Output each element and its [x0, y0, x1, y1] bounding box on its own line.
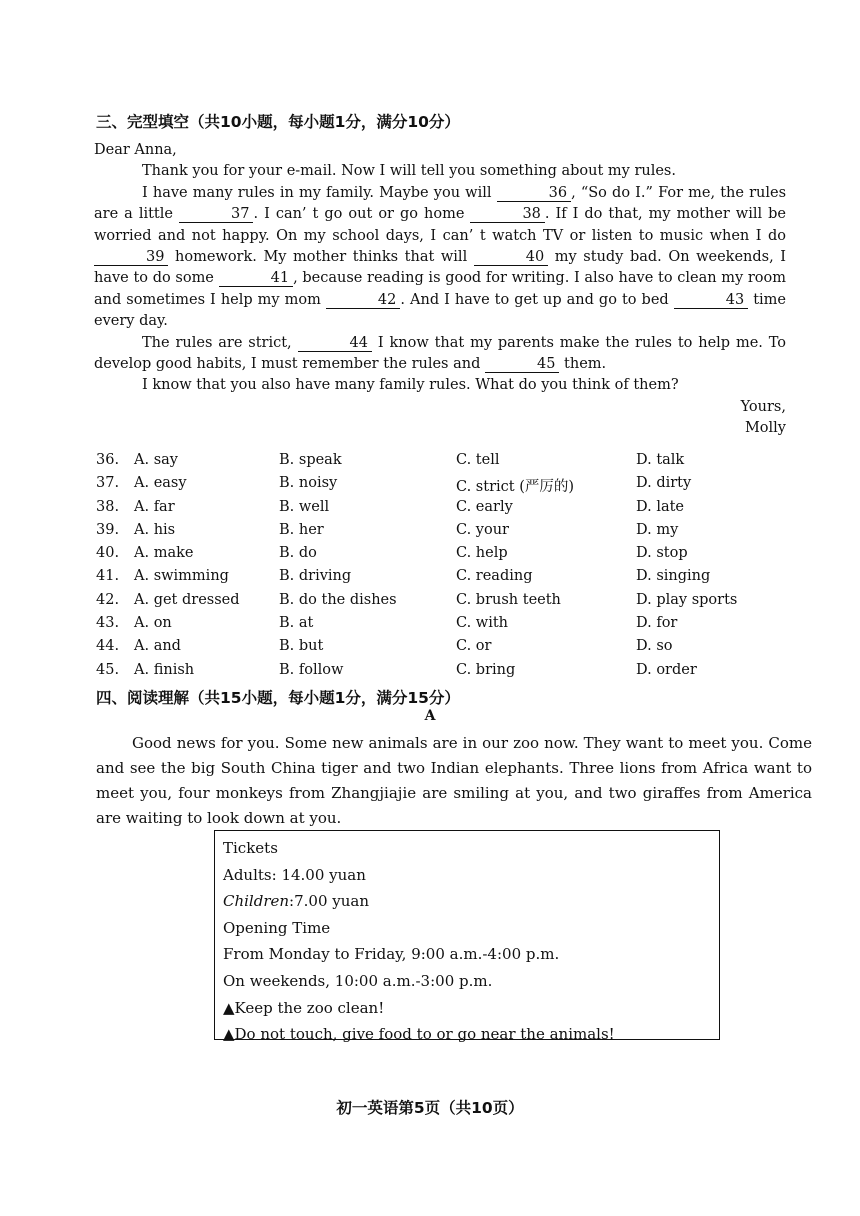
option-b: B. speak — [279, 452, 342, 468]
option-row — [96, 568, 796, 591]
blank-43: 43 — [674, 292, 748, 309]
part-a-label: A — [424, 708, 436, 724]
option-row — [96, 522, 796, 545]
option-c: C. help — [456, 545, 508, 562]
letter-paragraph-3 — [94, 333, 786, 376]
option-b: B. do — [279, 545, 317, 562]
children-price — [223, 888, 719, 915]
option-b: B. but — [279, 638, 324, 655]
option-row — [96, 615, 796, 638]
tickets-heading: Tickets — [223, 839, 278, 857]
option-c: C. tell — [456, 452, 500, 468]
option-b: B. at — [279, 615, 314, 632]
blank-37: 37 — [179, 206, 253, 223]
blank-39: 39 — [94, 249, 168, 266]
option-b: B. follow — [279, 661, 344, 678]
section-4-title: 四、阅读理解（共15小题，每小题1分，满分15分） — [96, 689, 460, 707]
question-number: 42. — [96, 591, 120, 608]
option-row — [96, 499, 796, 522]
text-segment: , “So do I.” For me, the rules are a little — [94, 184, 787, 223]
option-row — [96, 452, 796, 475]
text-segment: . I can’ t go out or go home — [253, 206, 465, 223]
option-row — [96, 475, 796, 498]
blank-41: 41 — [219, 270, 293, 287]
question-number: 38. — [96, 498, 120, 515]
text-segment: I have many rules in my family. Maybe you will — [142, 184, 492, 201]
option-c: C. with — [456, 615, 509, 632]
question-number: 44. — [96, 638, 120, 655]
letter-paragraph-4: I know that you also have many family rules. What do you think of them? — [142, 377, 679, 394]
weekend-hours: On weekends, 10:00 a.m.-3:00 p.m. — [223, 971, 493, 990]
children-price-value: :7.00 yuan — [289, 892, 370, 911]
option-d: D. play sports — [636, 591, 738, 608]
section-3-title: 三、完型填空（共10小题，每小题1分，满分10分） — [96, 113, 460, 131]
cloze-letter — [94, 140, 786, 440]
question-number: 43. — [96, 615, 120, 632]
blank-44: 44 — [298, 335, 372, 352]
letter-signature: Molly — [744, 420, 786, 437]
blank-42: 42 — [326, 292, 400, 309]
option-d: D. order — [636, 661, 697, 678]
rule-keep-clean: ▲Keep the zoo clean! — [223, 998, 385, 1017]
letter-greeting: Dear Anna, — [94, 142, 177, 158]
letter-paragraph-2 — [94, 183, 786, 333]
reading-passage — [96, 731, 812, 831]
option-c: C. early — [456, 498, 513, 515]
children-label: Children — [223, 892, 290, 911]
option-row — [96, 592, 796, 615]
option-d: D. singing — [636, 568, 711, 585]
option-d: D. talk — [636, 452, 685, 468]
question-number: 45. — [96, 661, 120, 678]
option-d: D. so — [636, 638, 673, 655]
question-number: 39. — [96, 521, 120, 538]
question-number: 41. — [96, 568, 120, 585]
blank-36: 36 — [497, 185, 571, 202]
text-segment: them. — [564, 356, 607, 373]
text-segment: homework. My mother thinks that will — [175, 249, 468, 266]
weekday-hours: From Monday to Friday, 9:00 a.m.-4:00 p.m. — [223, 945, 560, 964]
blank-38: 38 — [470, 206, 544, 223]
option-c: C. your — [456, 521, 509, 538]
option-c: C. or — [456, 638, 492, 655]
text-segment: . If I do that, my mother will be worried and not happy. On my school days, I can’ t watch TV or listen to music when I do — [94, 206, 786, 244]
option-row — [96, 638, 796, 661]
option-c: C. bring — [456, 661, 516, 678]
option-a: A. swimming — [134, 568, 229, 585]
question-number: 37. — [96, 475, 120, 492]
question-number: 36. — [96, 452, 120, 468]
text-segment: , because reading is good for writing. I also have to clean my room and sometimes I help my mom — [94, 270, 787, 308]
option-a: A. make — [134, 545, 194, 562]
text-segment: time every day. — [94, 291, 787, 330]
letter-closing: Yours, — [740, 398, 786, 415]
letter-paragraph-1: Thank you for your e-mail. Now I will tell you something about my rules. — [142, 163, 676, 180]
option-row — [96, 545, 796, 568]
option-a: A. and — [134, 638, 181, 655]
option-b: B. her — [279, 521, 324, 538]
adults-price: Adults: 14.00 yuan — [223, 865, 366, 884]
option-a: A. easy — [134, 475, 187, 492]
text-segment: The rules are strict, — [142, 334, 292, 351]
option-b: B. do the dishes — [279, 591, 397, 608]
option-a: A. say — [134, 452, 178, 468]
passage-paragraph: Good news for you. Some new animals are in our zoo now. They want to meet you. Come and see the big South China tiger and two Indian elephants. Three lions from Africa want to meet you, four monkeys from Zhangjiajie are smiling at you, and two giraffes from America are waiting to look down at you. — [96, 734, 812, 827]
zoo-ticket-info-box — [214, 830, 720, 1044]
option-d: D. my — [636, 521, 679, 538]
option-a: A. far — [134, 498, 175, 515]
text-segment: I know that my parents make the rules to help me. To develop good habits, I must remember the rules and — [94, 334, 787, 373]
answer-options — [96, 452, 796, 685]
option-b: B. driving — [279, 568, 352, 585]
option-b: B. noisy — [279, 475, 338, 492]
page-footer: 初一英语第5页（共10页） — [336, 1099, 524, 1117]
option-a: A. his — [134, 521, 176, 538]
option-c: C. reading — [456, 568, 533, 585]
option-d: D. for — [636, 615, 678, 632]
question-number: 40. — [96, 545, 120, 562]
option-b: B. well — [279, 498, 330, 515]
blank-40: 40 — [474, 249, 548, 266]
option-c: C. strict (严厉的) — [456, 479, 575, 496]
text-segment: . And I have to get up and go to bed — [400, 291, 669, 308]
option-row — [96, 662, 796, 685]
text-segment: my study bad. On weekends, I have to do some — [94, 249, 787, 287]
option-d: D. late — [636, 498, 685, 515]
option-a: A. on — [134, 615, 172, 632]
option-d: D. stop — [636, 545, 688, 562]
option-c: C. brush teeth — [456, 591, 561, 608]
opening-time-heading: Opening Time — [223, 918, 331, 937]
rule-do-not-touch: ▲Do not touch, give food to or go near the animals! — [223, 1025, 615, 1044]
blank-45: 45 — [485, 356, 559, 373]
option-a: A. get dressed — [134, 591, 240, 608]
option-d: D. dirty — [636, 475, 692, 492]
option-a: A. finish — [134, 661, 195, 678]
